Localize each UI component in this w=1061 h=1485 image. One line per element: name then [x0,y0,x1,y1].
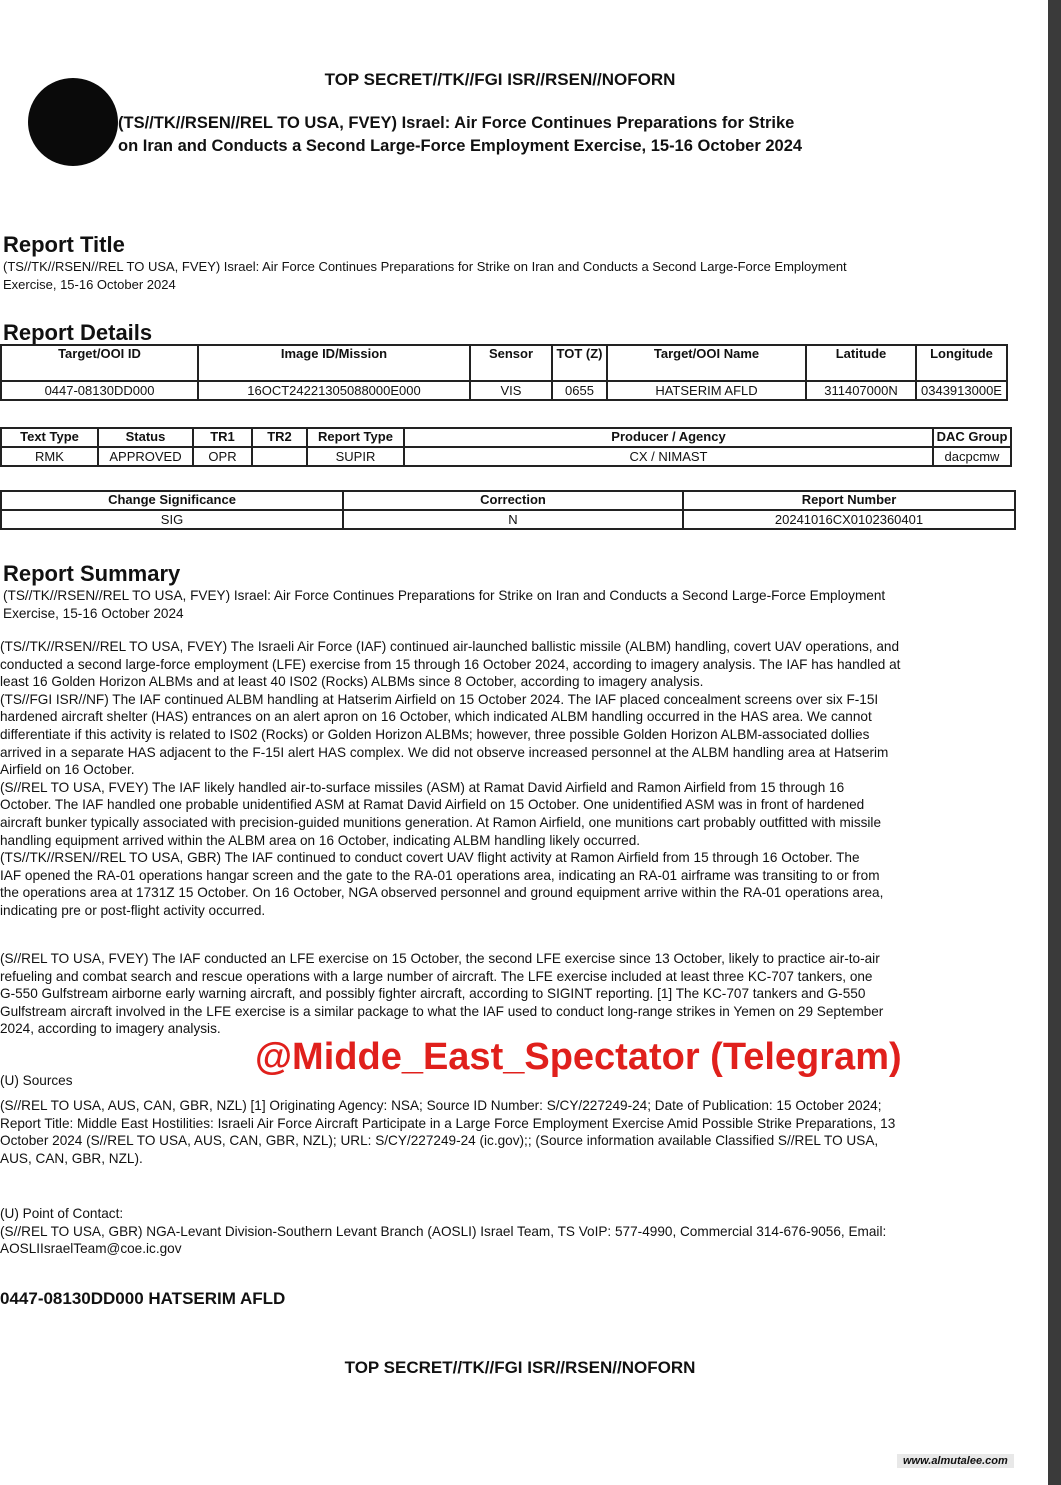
text-line: (U) Point of Contact: [0,1206,124,1221]
line: Exercise, 15-16 October 2024 [3,277,176,292]
details-table-3 [0,490,1016,530]
headline [118,112,802,158]
text-line: indicating pre or post-flight activity occurred. [0,902,266,918]
cell: 311407000N [806,381,916,400]
footer-target-id: 0447-08130DD000 HATSERIM AFLD [0,1289,286,1308]
col-header: DAC Group [933,428,1011,447]
redacted-seal [28,78,118,166]
col-header: TOT (Z) [552,345,607,381]
line: Exercise, 15-16 October 2024 [3,606,184,621]
cell: N [343,510,683,529]
cell: CX / NIMAST [404,447,933,466]
text-line: (TS//TK//RSEN//REL TO USA, FVEY) The Israeli Air Force (IAF) continued air-launched ballistic missile (ALBM) handling, covert UAV operations, and [0,639,900,654]
report-title-heading: Report Title [3,232,125,257]
text-line: conducted a second large-force employment (LFE) exercise from 15 through 16 October 2024, according to imagery analysis. The IAF has handled at [0,656,901,672]
text-line: aircraft bunker typically associated with precision-guided munitions generation. At Ramon Airfield, one munitions cart probably outfitted with missile [0,814,882,830]
headline-line: (TS//TK//RSEN//REL TO USA, FVEY) Israel: Air Force Continues Preparations for Strike [118,114,795,132]
text-line: AOSLIIsraelTeam@coe.ic.gov [0,1241,182,1257]
cell: 20241016CX0102360401 [683,510,1015,529]
cell: 0343913000E [916,381,1007,400]
text-line: least 16 Golden Horizon ALBMs and at least 40 IS02 (Rocks) ALBMs since 8 October, according to imagery analysis. [0,674,704,690]
body-paragraphs-main [0,638,900,920]
classification-banner-bottom: TOP SECRET//TK//FGI ISR//RSEN//NOFORN [344,1358,696,1377]
col-header: TR1 [193,428,252,447]
text-line: handling equipment arrived within the ALBM area on 16 October, indicating ALBM handling likely occurred. [0,832,641,848]
line: (TS//TK//RSEN//REL TO USA, FVEY) Israel: Air Force Continues Preparations for Strike on Iran and Conducts a Second Large-Force Employment [3,588,886,603]
text-line: Airfield on 16 October. [0,762,135,778]
cell: OPR [193,447,252,466]
text-line: (S//REL TO USA, FVEY) The IAF likely handled air-to-surface missiles (ASM) at Ramat David Airfield and Ramon Airfield from 15 through 16 [0,779,845,795]
text-line: (TS//FGI ISR//NF) The IAF continued ALBM handling at Hatserim Airfield on 15 October 2024. The IAF placed concealment screens over six F-15I [0,691,879,707]
cell: 0447-08130DD000 [1,381,198,400]
report-details-heading: Report Details [3,320,153,345]
text-line: Gulfstream aircraft involved in the LFE exercise is a similar package to what the IAF used to conduct long-range strikes in Yemen on 29 September [0,1003,884,1019]
col-header: Report Type [307,428,404,447]
details-table-1 [0,344,1008,401]
cell: HATSERIM AFLD [607,381,806,400]
headline-line: on Iran and Conducts a Second Large-Force Employment Exercise, 15-16 October 2024 [118,137,803,155]
cell: 0655 [552,381,607,400]
text-line: October 2024 (S//REL TO USA, AUS, CAN, GBR, NZL); URL: S/CY/227249-24 (ic.gov);; (Source information available Classified S//REL TO USA, [0,1133,879,1149]
body-paragraph-lfe [0,950,883,1038]
col-header: Producer / Agency [404,428,933,447]
col-header: Target/OOI ID [1,345,198,381]
scan-edge [1048,0,1061,1485]
report-summary-text [3,587,1003,623]
text-line: AUS, CAN, GBR, NZL). [0,1150,143,1166]
text-line: October. The IAF handled one probable unidentified ASM at Ramat David Airfield on 15 October. One unidentified ASM was in front of hardened [0,797,865,813]
text-line: (S//REL TO USA, AUS, CAN, GBR, NZL) [1] Originating Agency: NSA; Source ID Number: S/CY/227249-24; Date of Publication: 15 October 2024; [0,1098,882,1113]
col-header: Text Type [1,428,98,447]
cell [252,447,307,466]
cell: RMK [1,447,98,466]
cell: APPROVED [98,447,193,466]
text-line: refueling and combat search and rescue operations with a large number of aircraft. The LFE exercise included at least three KC-707 tankers, one [0,968,873,984]
text-line: differentiate if this activity is related to IS02 (Rocks) or Golden Horizon ALBMs; however, three possible Golden Horizon ALBM-associated dollies [0,726,870,742]
text-line: IAF opened the RA-01 operations hangar screen and the gate to the RA-01 operations area, indicating an RA-01 airframe was transiting to or from [0,867,880,883]
sources-text [0,1097,895,1167]
text-line: G-550 Gulfstream airborne early warning aircraft, and possibly fighter aircraft, according to SIGINT reporting. [1] The KC-707 tankers and G-550 [0,986,866,1002]
col-header: Correction [343,491,683,510]
text-line: Report Title: Middle East Hostilities: Israeli Air Force Aircraft Participate in a Large Force Employment Exercise Amid Possible Strike Preparations, 13 [0,1115,896,1131]
text-line: (S//REL TO USA, GBR) NGA-Levant Division-Southern Levant Branch (AOSLI) Israel Team, TS VoIP: 577-4990, Commercial 314-676-9056, Email: [0,1223,887,1239]
text-line: the operations area at 1731Z 15 October. On 16 October, NGA observed personnel and ground equipment arrive within the RA-01 operations area, [0,885,884,901]
col-header: Status [98,428,193,447]
col-header: Longitude [916,345,1007,381]
col-header: Sensor [470,345,552,381]
text-line: (TS//TK//RSEN//REL TO USA, GBR) The IAF continued to conduct covert UAV flight activity at Ramon Airfield from 15 through 16 October. The [0,850,860,866]
report-summary-heading: Report Summary [3,561,181,586]
report-title-text [3,258,1003,294]
line: (TS//TK//RSEN//REL TO USA, FVEY) Israel: Air Force Continues Preparations for Strike on Iran and Conducts a Second Large-Force Employment [3,259,847,274]
classification-banner-top: TOP SECRET//TK//FGI ISR//RSEN//NOFORN [324,70,676,89]
text-line: arrived in a separate HAS adjacent to the F-15I alert HAS complex. We did not observe increased personnel at the ALBM handling area at Hatserim [0,744,889,760]
text-line: (U) Sources [0,1073,73,1088]
point-of-contact [0,1205,886,1258]
col-header: Latitude [806,345,916,381]
details-table-2 [0,427,1012,467]
text-line: (S//REL TO USA, FVEY) The IAF conducted an LFE exercise on 15 October, the second LFE exercise since 13 October, likely to practice air-to-air [0,951,880,966]
cell: SIG [1,510,343,529]
watermark: @Midde_East_Spectator (Telegram) [255,1036,902,1078]
col-header: Report Number [683,491,1015,510]
col-header: Target/OOI Name [607,345,806,381]
cell: SUPIR [307,447,404,466]
col-header: TR2 [252,428,307,447]
text-line: 2024, according to imagery analysis. [0,1021,221,1037]
text-line: hardened aircraft shelter (HAS) entrances on an alert apron on 16 October, which indicated ALBM handling occurred in the HAS area. We cannot [0,709,872,725]
cell: VIS [470,381,552,400]
sources-heading [0,1072,73,1090]
site-watermark: www.almutalee.com [897,1454,1014,1468]
col-header: Image ID/Mission [198,345,470,381]
col-header: Change Significance [1,491,343,510]
cell: dacpcmw [933,447,1011,466]
cell: 16OCT24221305088000E000 [198,381,470,400]
